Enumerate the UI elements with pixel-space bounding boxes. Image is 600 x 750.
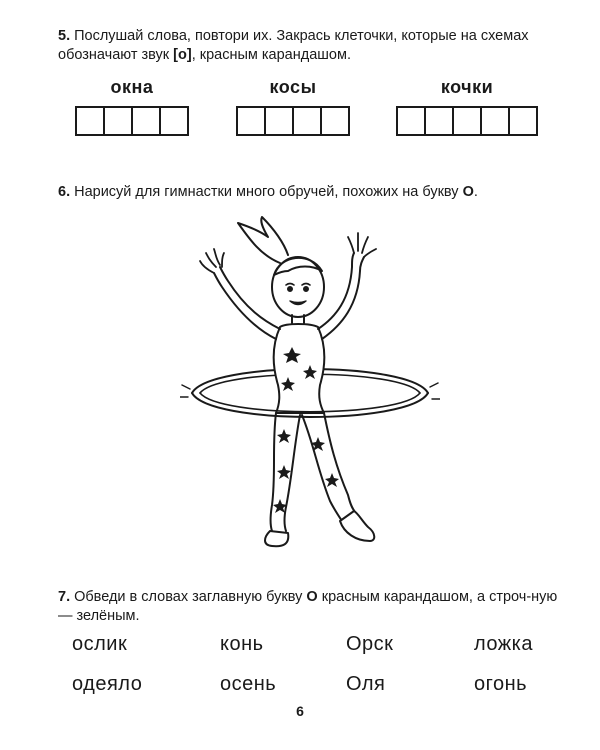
task-5-sound: [о] xyxy=(173,47,192,63)
sound-cell[interactable] xyxy=(266,108,294,134)
sound-cell[interactable] xyxy=(77,108,105,134)
task-7-number: 7. xyxy=(58,589,71,605)
scheme-word: кочки xyxy=(440,77,494,97)
task-5-instruction xyxy=(58,27,568,65)
word-lozhka[interactable]: ложка xyxy=(474,633,533,655)
costume-star xyxy=(325,473,339,487)
task-5-number: 5. xyxy=(58,28,71,44)
task-6-instruction xyxy=(58,183,568,202)
word-oslik[interactable]: ослик xyxy=(72,633,128,655)
sound-scheme-cells xyxy=(236,106,350,136)
sound-scheme-cells xyxy=(75,106,189,136)
task-6-number: 6. xyxy=(58,184,71,200)
sound-scheme-cells xyxy=(396,106,538,136)
word-orsk[interactable]: Орск xyxy=(346,633,394,655)
torso xyxy=(274,324,325,413)
right-shoe xyxy=(340,511,374,541)
sound-cell[interactable] xyxy=(133,108,161,134)
sound-cell[interactable] xyxy=(454,108,482,134)
right-leg xyxy=(302,415,342,521)
task-6-text-a: Нарисуй для гимнастки много обручей, похожих на букву xyxy=(74,184,463,200)
ponytail xyxy=(238,217,288,263)
task-7-text-a: Обведи в словах заглавную букву xyxy=(74,589,307,605)
task-7-instruction xyxy=(58,588,568,626)
task-7-letter: О xyxy=(306,589,318,605)
sound-cell[interactable] xyxy=(482,108,510,134)
sound-cell[interactable] xyxy=(322,108,348,134)
page-number: 6 xyxy=(296,703,304,719)
sound-cell[interactable] xyxy=(426,108,454,134)
sound-cell[interactable] xyxy=(161,108,187,134)
scheme-word: окна xyxy=(110,77,154,97)
sound-cell[interactable] xyxy=(238,108,266,134)
task-7-word-grid xyxy=(72,633,552,713)
task-7-text-b: красным карандашом, а строч-ную — зелёным. xyxy=(58,589,558,624)
scheme-kosy xyxy=(236,77,350,136)
task-6-letter: О xyxy=(462,184,474,200)
sound-cell[interactable] xyxy=(294,108,322,134)
costume-star xyxy=(277,465,291,479)
left-leg xyxy=(271,413,277,531)
scheme-kochki xyxy=(396,77,538,136)
word-osen[interactable]: осень xyxy=(220,673,277,695)
left-shoe xyxy=(265,531,288,546)
scheme-okna xyxy=(75,77,189,136)
gymnast-illustration xyxy=(180,215,440,550)
word-row xyxy=(72,633,552,673)
right-hand xyxy=(348,233,376,257)
costume-star xyxy=(277,429,291,443)
word-kon[interactable]: конь xyxy=(220,633,264,655)
sound-cell[interactable] xyxy=(398,108,426,134)
task-6-text-b: . xyxy=(473,184,478,200)
scheme-word: косы xyxy=(269,77,317,97)
task-5-text-b: , красным карандашом. xyxy=(191,47,351,63)
task-5-text-a: Послушай слова, повтори их. Закрась клеточки, которые на схемах обозначают звук xyxy=(58,28,529,63)
word-odeyalo[interactable]: одеяло xyxy=(72,673,143,695)
word-ogon[interactable]: огонь xyxy=(474,673,528,695)
sound-cell[interactable] xyxy=(510,108,536,134)
sound-cell[interactable] xyxy=(105,108,133,134)
word-olya[interactable]: Оля xyxy=(346,673,386,695)
